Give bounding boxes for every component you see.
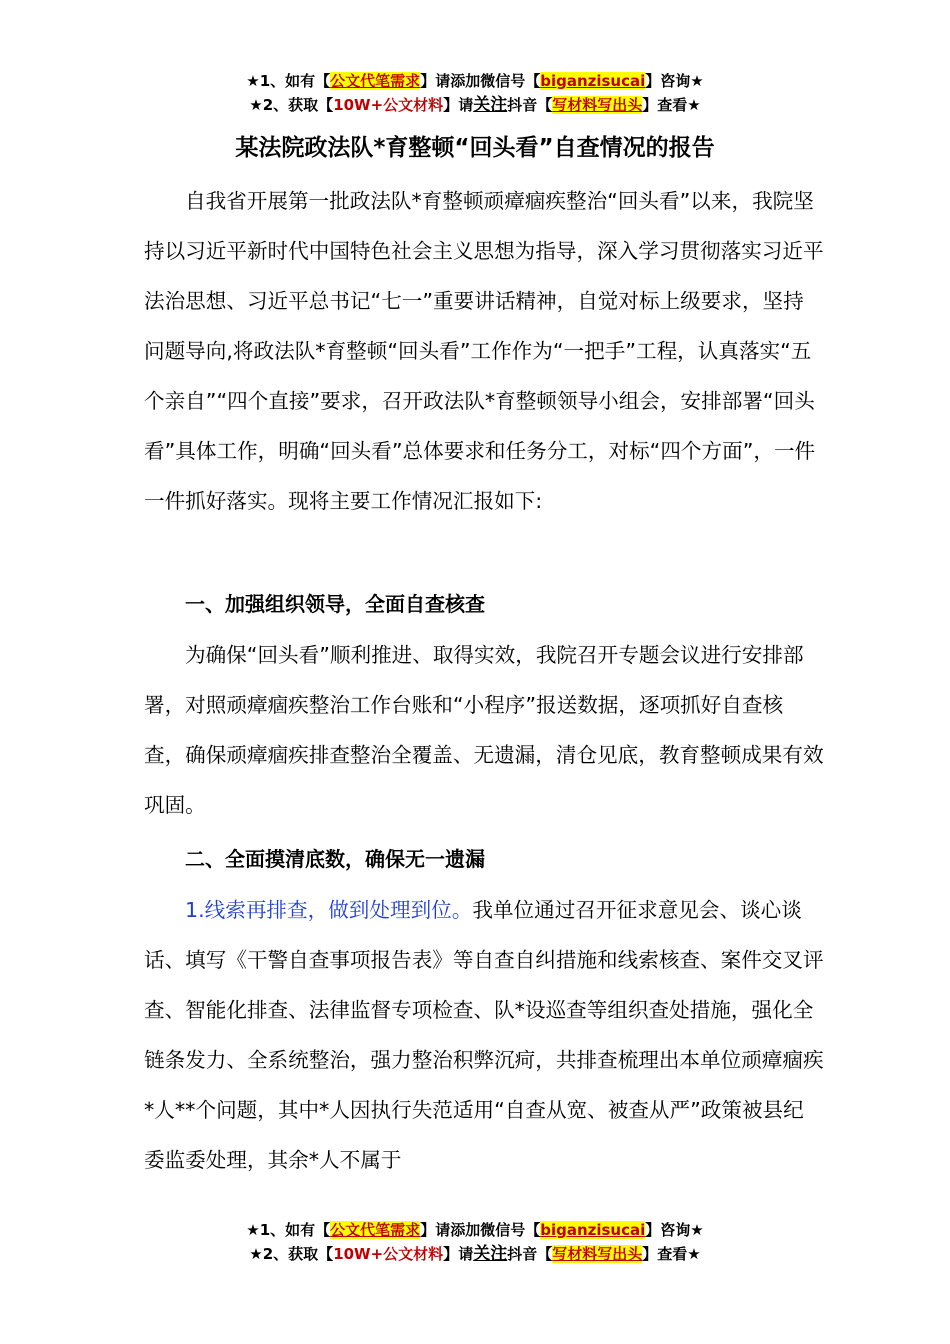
section-1-heading: 一、加强组织领导，全面自查核查 — [185, 592, 485, 616]
highlight-text: 公文代笔需求 — [330, 72, 421, 90]
banner-text: 】查看★ — [642, 96, 701, 114]
highlight-text: 10W+公文材料 — [333, 1245, 444, 1263]
top-banner — [0, 69, 950, 117]
banner-text: 】请添加微信号【 — [420, 1221, 541, 1239]
banner-text: 】请 — [443, 1245, 474, 1263]
document-title: 某法院政法队*育整顿“回头看”自查情况的报告 — [235, 135, 715, 161]
banner-text: ★1、如有【 — [246, 1221, 331, 1239]
banner-text: 】咨询★ — [645, 72, 704, 90]
banner-text: 】请 — [443, 96, 474, 114]
banner-line-2 — [0, 1242, 950, 1266]
section-1-block — [144, 630, 824, 830]
section-2-text: 我单位通过召开征求意见会、谈心谈话、填写《干警自查事项报告表》等自查自纠措施和线索核查、案件交叉评查、智能化排查、法律监督专项检查、队*设巡查等组织查处措施，强化全链条发力、全系统整治，强力整治积弊沉疴，共排查梳理出本单位顽瘴痼疾*人**个问题，其中*人因执行失范适用“自查从宽、被查从严”政策被县纪委监委处理，其余*人不属于 — [144, 898, 824, 1172]
banner-text: ★1、如有【 — [246, 72, 331, 90]
banner-text: ★2、获取【 — [249, 96, 334, 114]
section-2-paragraph — [144, 885, 824, 1185]
intro-block — [144, 176, 824, 526]
banner-text: 抖音【 — [507, 1245, 553, 1263]
douyin-account: 写材料写出头 — [552, 96, 643, 114]
banner-text: ★2、获取【 — [249, 1245, 334, 1263]
section-2-heading: 二、全面摸清底数，确保无一遗漏 — [185, 847, 485, 871]
wechat-id: biganzisucai — [540, 1221, 646, 1239]
wechat-id: biganzisucai — [540, 72, 646, 90]
banner-text: 抖音【 — [507, 96, 553, 114]
banner-line-1 — [0, 69, 950, 93]
subsection-title: 1.线索再排查，做到处理到位。 — [185, 898, 473, 922]
banner-text: 】请添加微信号【 — [420, 72, 541, 90]
banner-text: 】咨询★ — [645, 1221, 704, 1239]
banner-line-2 — [0, 93, 950, 117]
douyin-account: 写材料写出头 — [552, 1245, 643, 1263]
bottom-banner — [0, 1218, 950, 1266]
emphasis-text: 关注 — [473, 1244, 508, 1264]
section-2-block — [144, 885, 824, 1185]
banner-text: 】查看★ — [642, 1245, 701, 1263]
highlight-text: 10W+公文材料 — [333, 96, 444, 114]
section-1-paragraph: 为确保“回头看”顺利推进、取得实效，我院召开专题会议进行安排部署，对照顽瘴痼疾整治工作台账和“小程序”报送数据，逐项抓好自查核查，确保顽瘴痼疾排查整治全覆盖、无遗漏，清仓见底，教育整顿成果有效巩固。 — [144, 643, 824, 817]
intro-paragraph: 自我省开展第一批政法队*育整顿顽瘴痼疾整治“回头看”以来，我院坚持以习近平新时代中国特色社会主义思想为指导，深入学习贯彻落实习近平法治思想、习近平总书记“七一”重要讲话精神，自觉对标上级要求，坚持问题导向,将政法队*育整顿“回头看”工作作为“一把手”工程，认真落实“五个亲自”“四个直接”要求，召开政法队*育整顿领导小组会，安排部署“回头看”具体工作，明确“回头看”总体要求和任务分工，对标“四个方面”，一件一件抓好落实。现将主要工作情况汇报如下: — [144, 189, 824, 513]
highlight-text: 公文代笔需求 — [330, 1221, 421, 1239]
banner-line-1 — [0, 1218, 950, 1242]
emphasis-text: 关注 — [473, 95, 508, 115]
